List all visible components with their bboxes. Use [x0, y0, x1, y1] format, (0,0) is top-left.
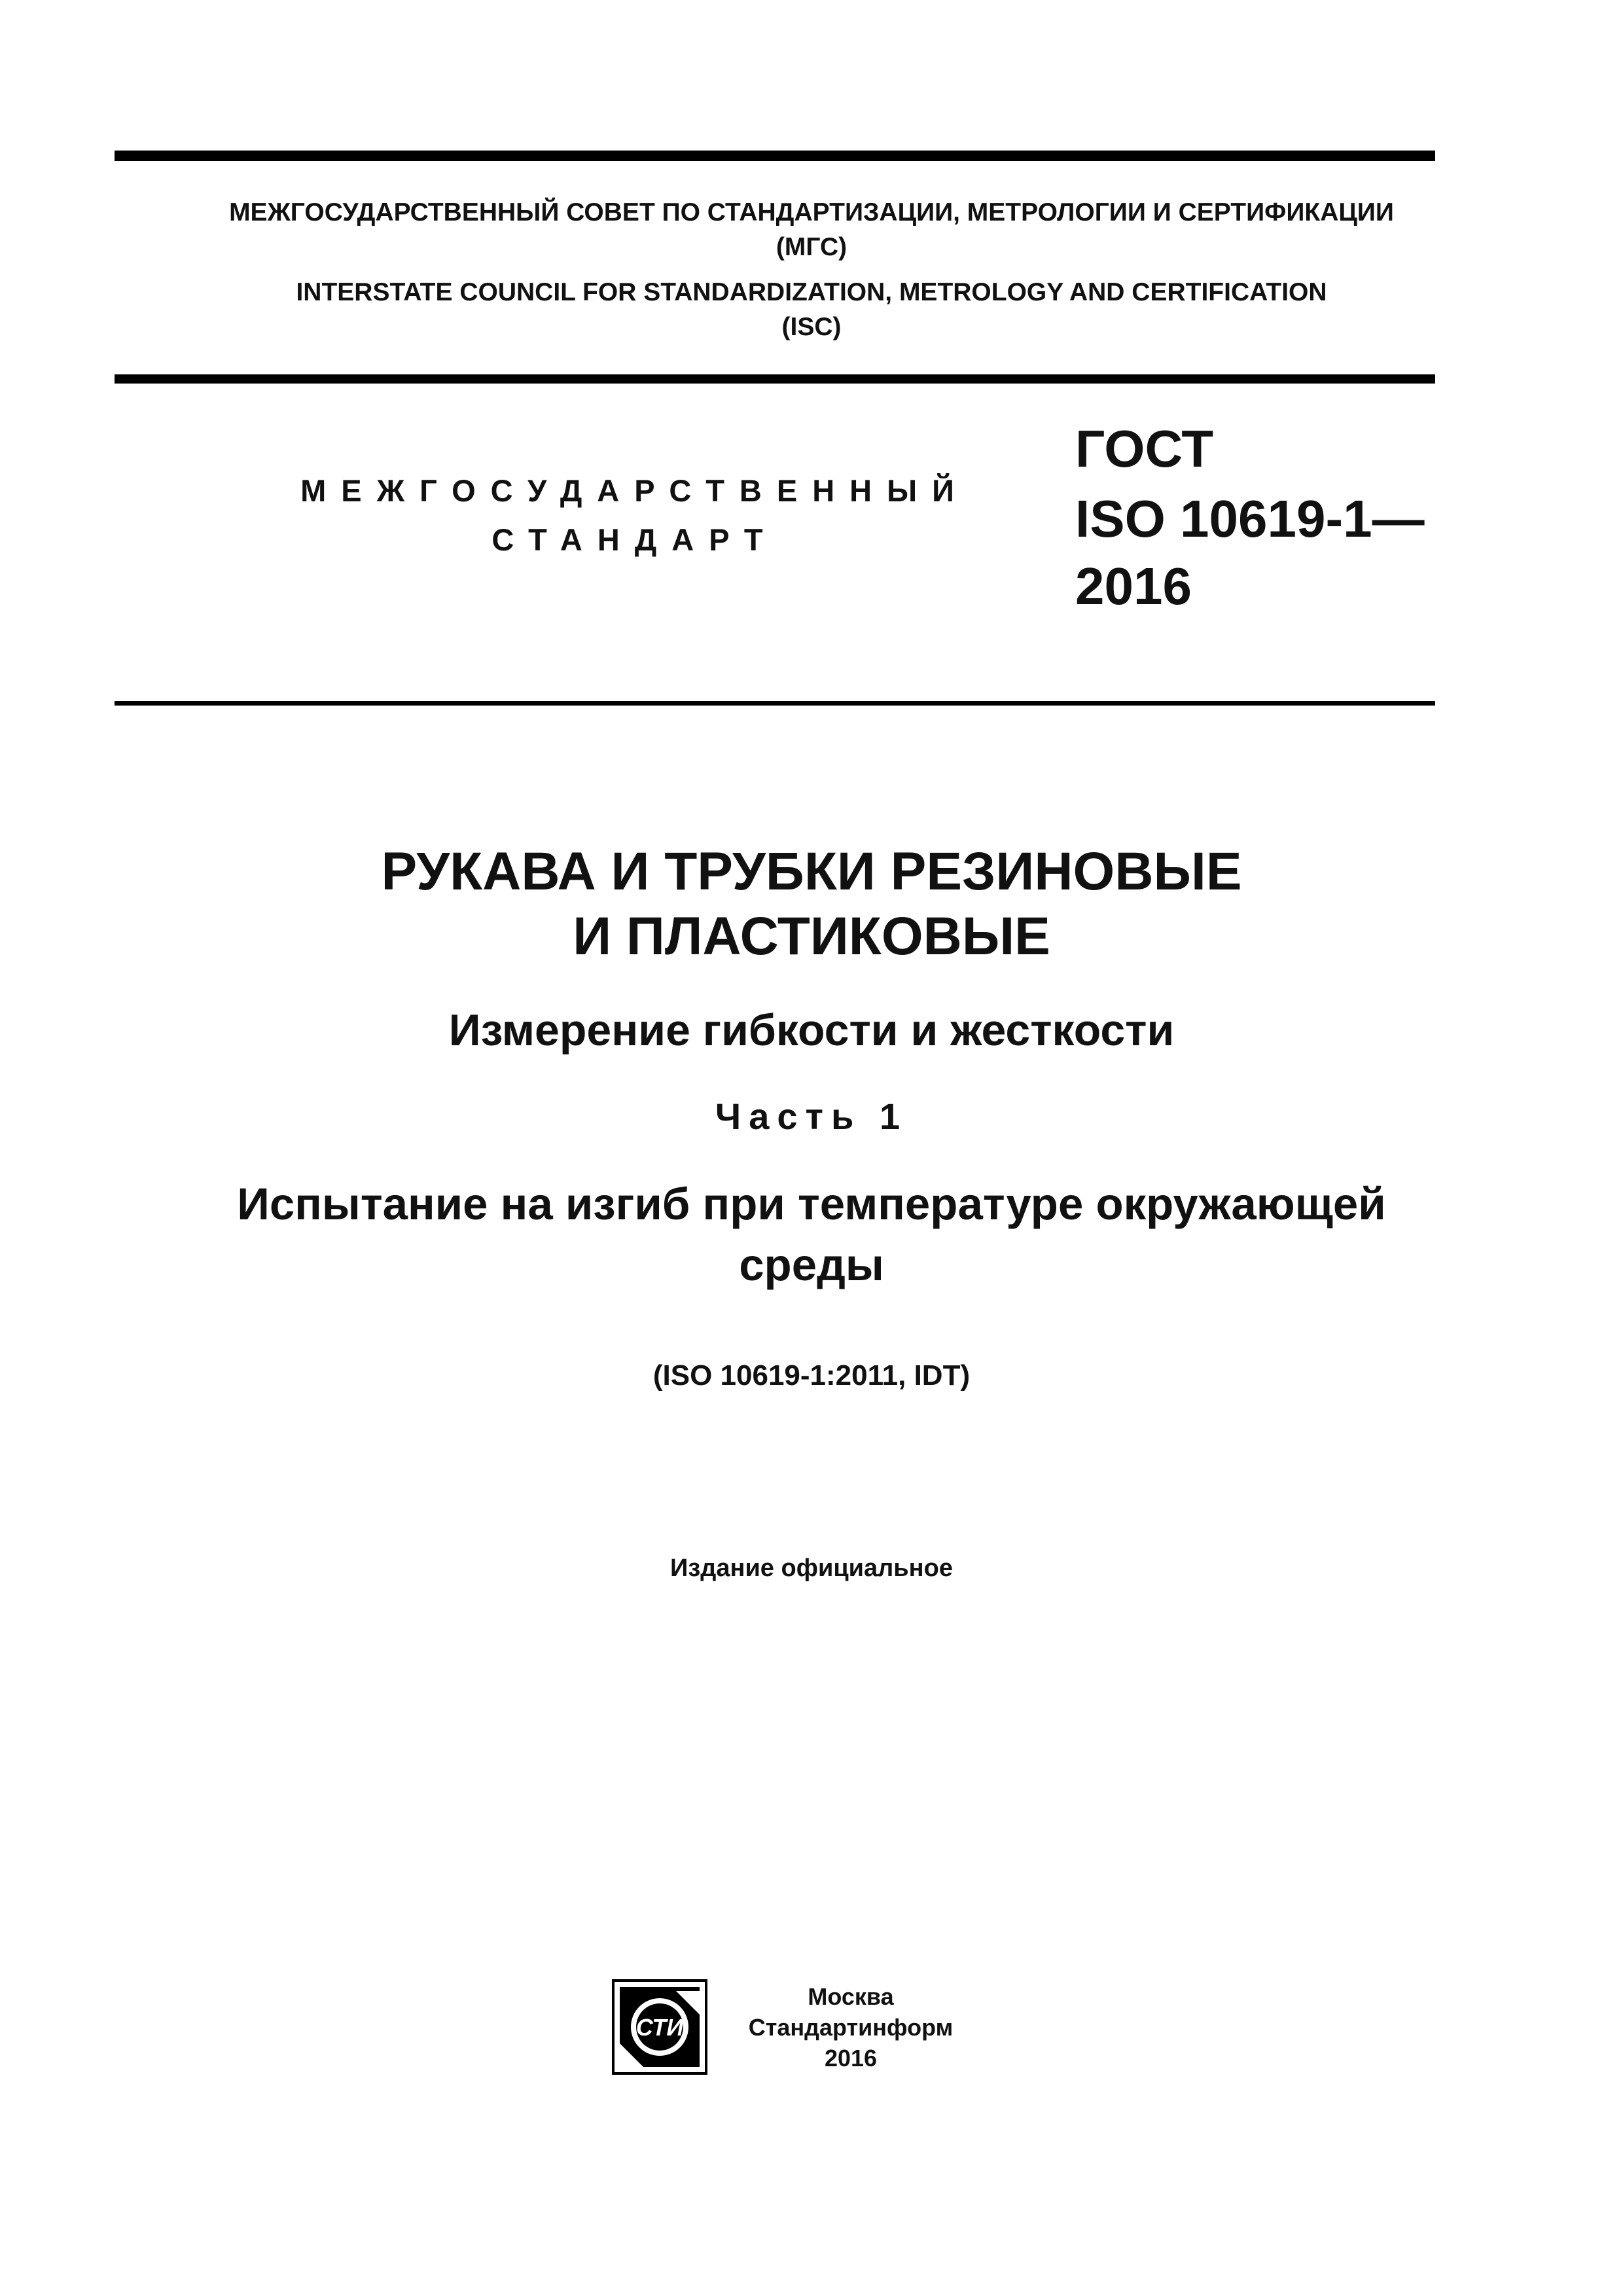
part-title-line2: среды [739, 1240, 884, 1290]
council-abbr-en: (ISC) [781, 313, 842, 341]
standard-designation-line1: ГОСТ [1075, 420, 1214, 478]
iso-reference: (ISO 10619-1:2011, IDT) [652, 1359, 971, 1391]
part-number: Часть 1 [715, 1096, 908, 1137]
council-name-ru: МЕЖГОСУДАРСТВЕННЫЙ СОВЕТ ПО СТАНДАРТИЗАЦИИ, МЕТРОЛОГИИ И СЕРТИФИКАЦИИ [229, 198, 1394, 226]
edition-note: Издание официальное [670, 1554, 953, 1582]
part-title-line1: Испытание на изгиб при температуре окружающей [237, 1179, 1386, 1229]
svg-text:СТИ: СТИ [635, 2014, 684, 2041]
document-subtitle: Измерение гибкости и жесткости [448, 1005, 1175, 1055]
document-title-line2: И ПЛАСТИКОВЫЕ [573, 906, 1050, 966]
publication-year: 2016 [824, 2045, 878, 2072]
header-divider [115, 374, 1435, 384]
standard-designation-line3: 2016 [1075, 557, 1192, 615]
standard-type-line2: СТАНДАРТ [491, 522, 778, 557]
standartinform-logo-icon [611, 1978, 709, 2076]
designation-divider [115, 701, 1435, 706]
publisher-city: Москва [808, 1983, 894, 2010]
top-rule [115, 151, 1435, 161]
standard-designation-line2: ISO 10619-1— [1075, 490, 1425, 548]
document-title-line1: РУКАВА И ТРУБКИ РЕЗИНОВЫЕ [381, 842, 1242, 901]
council-abbr-ru: (МГС) [776, 233, 847, 261]
council-name-en: INTERSTATE COUNCIL FOR STANDARDIZATION, METROLOGY AND CERTIFICATION [296, 278, 1327, 306]
standard-type-line1: МЕЖГОСУДАРСТВЕННЫЙ [300, 473, 969, 508]
publisher-name: Стандартинформ [748, 2014, 954, 2041]
